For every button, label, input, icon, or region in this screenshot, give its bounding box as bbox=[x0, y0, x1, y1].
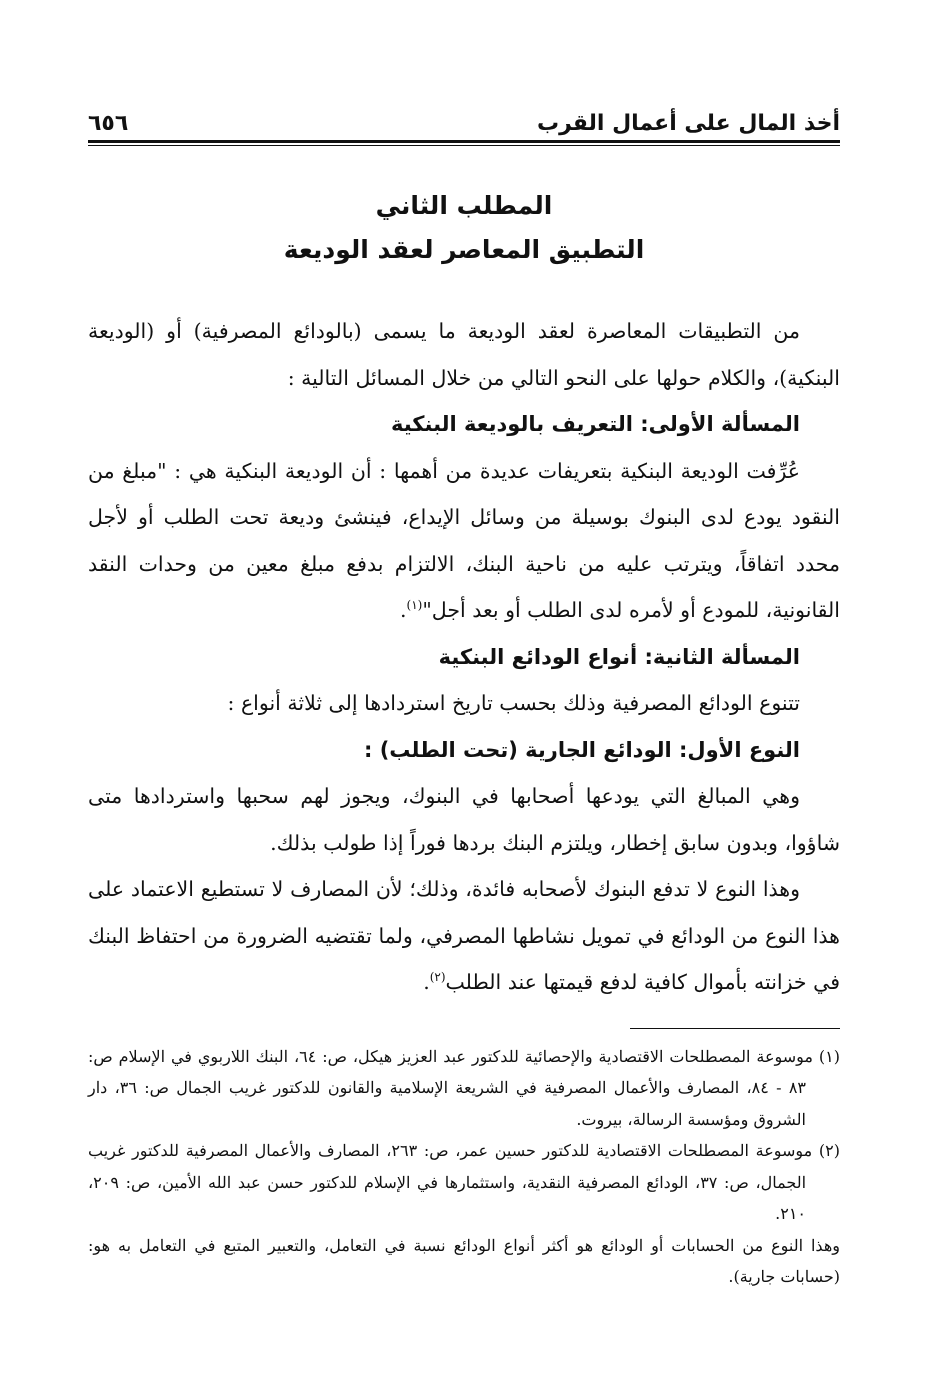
intro-paragraph: من التطبيقات المعاصرة لعقد الوديعة ما يسمى (بالودائع المصرفية) أو (الوديعة البنكية)، والكلام حولها على النحو التالي من خلال المسائل التالية : bbox=[88, 319, 840, 390]
footnote-ref-2[interactable]: (٢) bbox=[429, 970, 446, 985]
section-subtitle: التطبيق المعاصر لعقد الوديعة bbox=[283, 235, 645, 264]
issue1-end: . bbox=[400, 598, 407, 622]
header-rule-thick bbox=[88, 140, 840, 143]
type1-paragraph-1: وهي المبالغ التي يودعها أصحابها في البنوك، ويجوز لهم سحبها واستردادها متى شاؤوا، وبدون سابق إخطار، ويلتزم البنك بردها فوراً إذا طولب بذلك. bbox=[88, 784, 840, 855]
footnotes bbox=[88, 1041, 840, 1293]
type1-heading: النوع الأول: الودائع الجارية (تحت الطلب) : bbox=[364, 737, 800, 762]
issue1-heading: المسألة الأولى: التعريف بالوديعة البنكية bbox=[391, 412, 800, 436]
footnote-1: (١) موسوعة المصطلحات الاقتصادية والإحصائية للدكتور عبد العزيز هيكل، ص: ٦٤، البنك اللاربوي في الإسلام ص: ٨٣ - ٨٤، المصارف والأعمال المصرفية في الشريعة الإسلامية والقانون للدكتور غريب الجمال ص: ٣٦، دار الشروق ومؤسسة الرسالة، بيروت. bbox=[88, 1046, 840, 1129]
footnote-separator bbox=[630, 1028, 840, 1029]
footnote-note: وهذا النوع من الحسابات أو الودائع هو أكثر أنواع الودائع نسبة في التعامل، والتعبير المتبع في التعامل به هو: (حسابات جارية). bbox=[88, 1235, 840, 1286]
type1-end: . bbox=[423, 970, 430, 994]
footnote-ref-1[interactable]: (١) bbox=[406, 598, 423, 613]
issue1-text: عُرِّفت الوديعة البنكية بتعريفات عديدة من أهمها : أن الوديعة البنكية هي : "مبلغ من النقود يودع لدى البنوك بوسيلة من وسائل الإيداع، فينشئ وديعة تحت الطلب أو لأجل محدد اتفاقاً، ويترتب عليه من ناحية البنك، الالتزام بدفع مبلغ معين من وحدات النقد القانونية، للمودع أو لأمره لدى الطلب أو بعد أجل" bbox=[88, 458, 840, 622]
header-rule-thin bbox=[88, 145, 840, 146]
header-title: أخذ المال على أعمال القرب bbox=[536, 111, 840, 136]
running-header bbox=[88, 96, 840, 136]
issue2-paragraph: تتنوع الودائع المصرفية وذلك بحسب تاريخ استردادها إلى ثلاثة أنواع : bbox=[227, 691, 800, 715]
issue2-heading: المسألة الثانية: أنواع الودائع البنكية bbox=[438, 644, 800, 669]
footnote-2: (٢) موسوعة المصطلحات الاقتصادية للدكتور حسين عمر، ص: ٢٦٣، المصارف والأعمال المصرفية للدكتور غريب الجمال، ص: ٣٧، الودائع المصرفية النقدية، واستثمارها في الإسلام للدكتور حسن عبد الله الأمين، ص: ٢٠٩، ٢١٠. bbox=[88, 1141, 840, 1223]
page-number: ٦٥٦ bbox=[88, 111, 129, 136]
book-page bbox=[88, 96, 840, 1293]
section-title: المطلب الثاني bbox=[375, 191, 553, 220]
type1-paragraph-2 bbox=[88, 866, 840, 1006]
body-text bbox=[88, 308, 840, 1006]
type1-text2: وهذا النوع لا تدفع البنوك لأصحابه فائدة، وذلك؛ لأن المصارف لا تستطيع الاعتماد على هذا النوع من الودائع في تمويل نشاطها المصرفي، ولما تقتضيه الضرورة من احتفاظ البنك في خزانته بأموال كافية لدفع قيمتها عند الطلب bbox=[88, 877, 840, 994]
issue1-paragraph bbox=[88, 448, 840, 634]
